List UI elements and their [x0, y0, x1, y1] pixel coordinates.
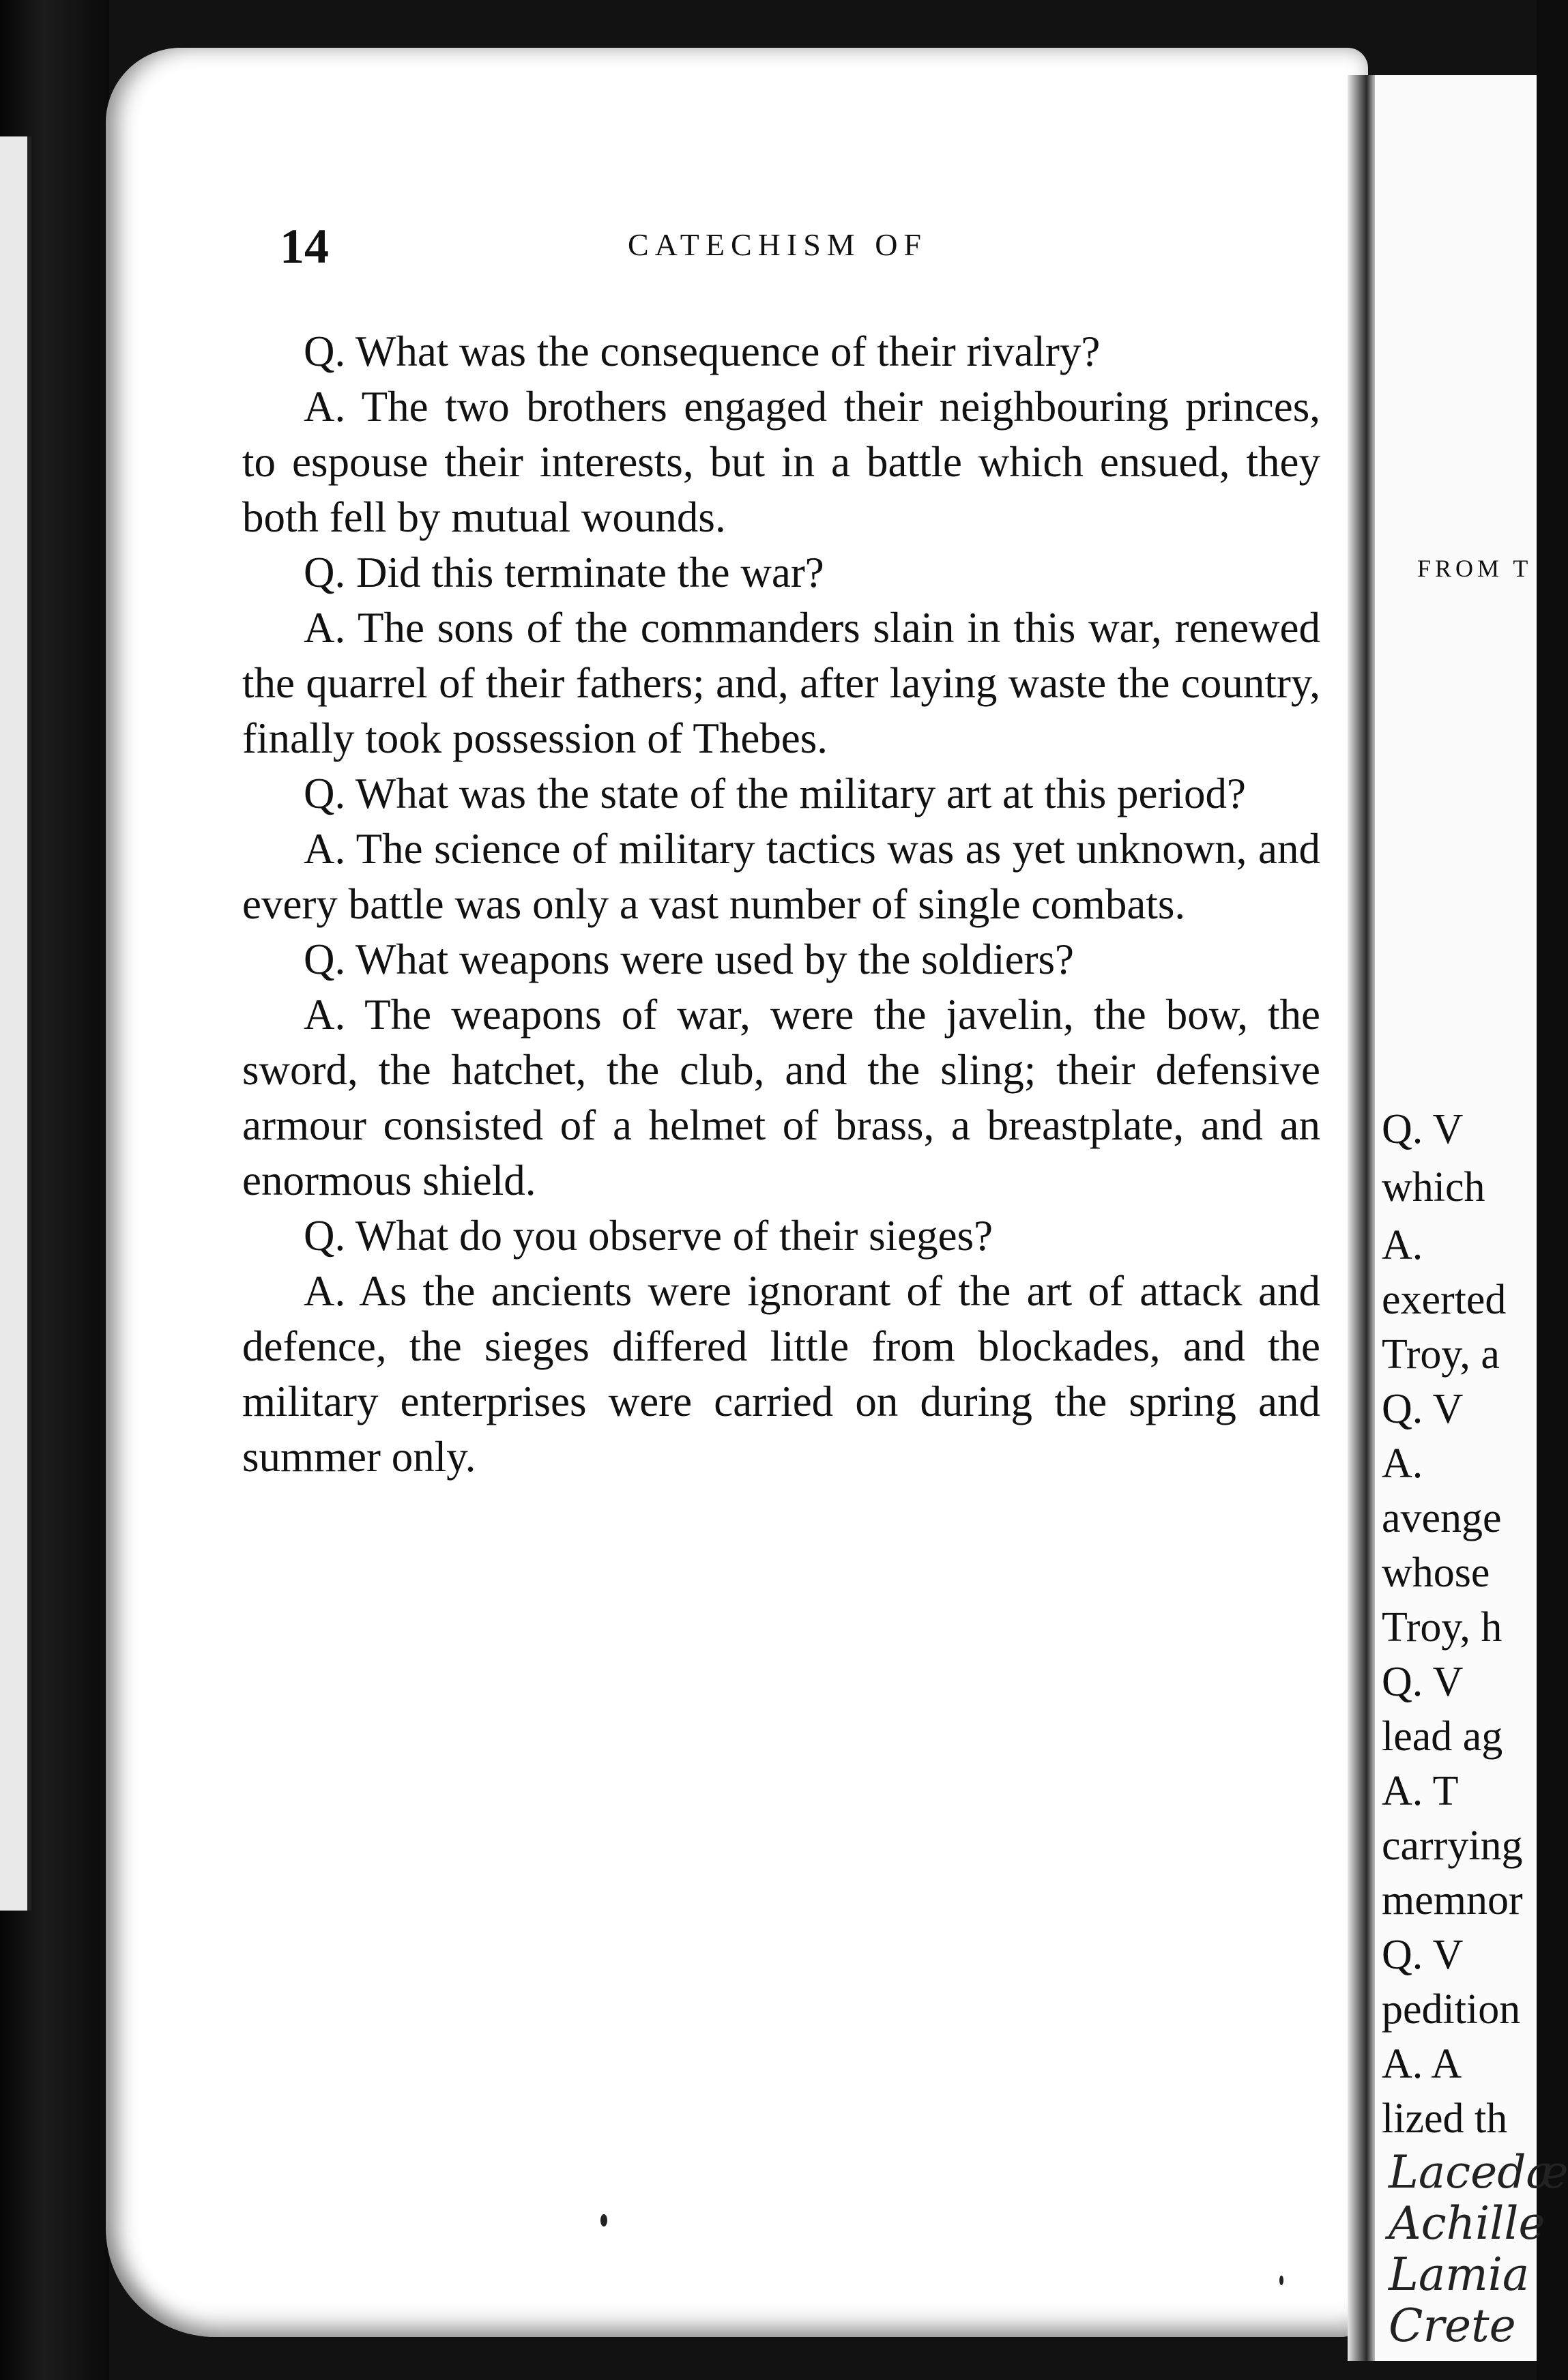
handwritten-note: Lamia	[1389, 2248, 1530, 2301]
question-paragraph: Q. What weapons were used by the soldiers?	[304, 935, 1075, 983]
right-page-line: carrying	[1382, 1823, 1523, 1869]
right-page-line: memnor	[1382, 1877, 1523, 1924]
answer-paragraph: A. The science of military tactics was as yet unknown, and every battle was only a vast number of single combats.	[242, 825, 1320, 928]
right-page-line: which	[1382, 1164, 1485, 1210]
right-page-line: Troy, a	[1382, 1331, 1500, 1378]
page-gutter	[1348, 75, 1375, 2361]
right-page-line: avenge	[1382, 1495, 1502, 1541]
handwritten-note: Lacedæ	[1389, 2146, 1568, 2198]
handwritten-note: Achille	[1389, 2197, 1545, 2250]
right-page-line: A. A	[1382, 2041, 1462, 2087]
answer-paragraph: A. The weapons of war, were the javelin, the bow, the sword, the hatchet, the club, and the sling; their defensive armour consisted of a helmet of brass, a breastplate, and an enormous shield.	[242, 991, 1320, 1204]
ink-speck	[600, 2214, 607, 2226]
right-page-line: pedition	[1382, 1986, 1521, 2033]
right-page-line: A. T	[1382, 1768, 1459, 1814]
right-page-line: whose	[1382, 1550, 1490, 1596]
right-page-line: Q. V	[1382, 1932, 1464, 1978]
answer-paragraph: A. The two brothers engaged their neighbouring princes, to espouse their interests, but in a battle which ensued, they both fell by mutual wounds.	[242, 383, 1320, 541]
right-page-line: Q. V	[1382, 1659, 1464, 1705]
right-page-line: Troy, h	[1382, 1604, 1502, 1651]
running-head: CATECHISM OF	[628, 227, 928, 262]
page-number: 14	[280, 219, 329, 274]
right-running-head: FROM T	[1417, 555, 1533, 582]
question-paragraph: Q. What was the consequence of their rivalry?	[304, 328, 1101, 375]
answer-paragraph: A. As the ancients were ignorant of the art of attack and defence, the sieges differed little from blockades, and the military enterprises were carried on during the spring and summer only.	[242, 1267, 1320, 1481]
question-paragraph: Q. What do you observe of their sieges?	[304, 1212, 993, 1260]
right-page-line: exerted	[1382, 1277, 1507, 1323]
page-body	[242, 324, 1320, 1485]
right-page-line: A.	[1382, 1440, 1423, 1487]
handwritten-note: Crete	[1389, 2299, 1516, 2352]
binding-page-edge	[0, 136, 31, 1911]
page-header	[280, 218, 1303, 273]
right-page	[1375, 75, 1568, 2361]
right-page-line: Q. V	[1382, 1106, 1464, 1152]
right-page-line: lized th	[1382, 2095, 1508, 2142]
ink-speck	[1279, 2276, 1283, 2285]
right-page-line: Q. V	[1382, 1386, 1464, 1432]
right-page-line: lead ag	[1382, 1713, 1503, 1760]
right-page-line: A.	[1382, 1222, 1423, 1268]
question-paragraph: Q. What was the state of the military art at this period?	[304, 770, 1246, 817]
answer-paragraph: A. The sons of the commanders slain in this war, renewed the quarrel of their fathers; and, after laying waste the country, finally took possession of Thebes.	[242, 604, 1320, 762]
question-paragraph: Q. Did this terminate the war?	[304, 549, 824, 596]
